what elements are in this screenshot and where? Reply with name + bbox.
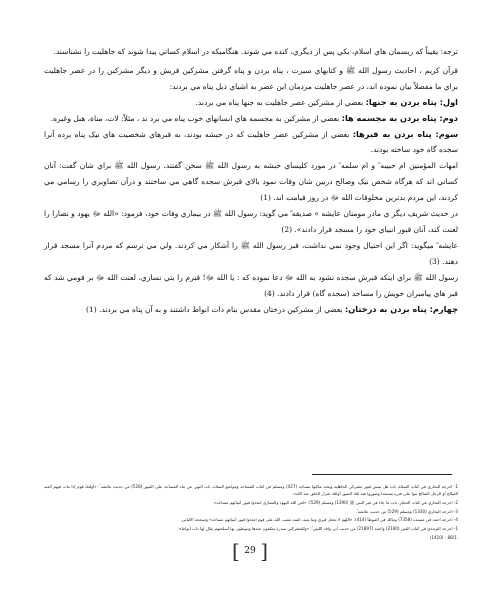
paragraph <box>44 44 458 60</box>
paragraph <box>44 111 458 127</box>
page-number <box>232 540 268 562</box>
page-number-bracket-right: ] <box>260 539 268 563</box>
section-heading: چهارم: پناه بردن به درختان: <box>345 303 458 314</box>
footnote: 1- اخرجه البخاري في كتاب الصلاة، باب هل تنبش قبور مشركي الجاهلية ويتخذ مكانها مساجد (427) ومسلم في كتاب المساجد ومواضع الصلاة، باب النهي عن بناء المساجد على القبور (528) من حديث عائشة ؓ: «أولئك قوم إذا مات فيهم العبد الصالح أو الرجل الصالح بنوا على قبره مسجدا وصوروا فيه تلك الصور أولئك شرار الخلق عند الله». <box>44 484 458 497</box>
body-text <box>44 44 458 317</box>
footnote: .88/1 - (1410) <box>429 534 458 540</box>
paragraph-text: بعضي از مشرکين به مجسمه هاي انسانهاي خوب پناه مي برد ند ، مثلاً: لات، مناة، هبل وغيره. <box>50 113 342 123</box>
footnote: 4- اخرجه احمد في مسنده (7358) ومالك في الموطأ (414): «اللهم لا تجعل قبري وثنا يعبد، اشتد غضب الله على قوم اتخذوا قبور أنبيائهم مساجد» وصححه الالباني. <box>180 517 458 523</box>
footnote: 1- اخرجه الترمذي في كتاب الفتن (2180) واحمد (21897) من حديث أبي واقد الليثي ؓ: «وللمشركين سدرة يعكفون عندها وينوطون بها أسلحتهم يقال لها ذات أنواط». <box>177 526 458 532</box>
footnote-divider <box>312 474 452 475</box>
paragraph-text: قرآن کريم ، احاديث رسول الله ﷺ و کتابهاي سيرت ، پناه بردن و پناه گرفتن مشرکين قريش و ديگر مشرکين را در عصر جاهليت براي ما مفصلاً بيان نموده اند، در عصر جاهليت مردمان اين عصر به اشياي ذيل پناه مي بردند: <box>44 65 458 91</box>
page-number-bracket-left: [ <box>232 539 240 563</box>
section-heading: اول: پناه بردن به جنها: <box>365 96 458 107</box>
paragraph <box>44 302 458 318</box>
paragraph <box>44 238 458 270</box>
footnotes <box>44 483 458 542</box>
section-heading: دوم: پناه بردن به مجسمه ها: <box>341 112 458 123</box>
paragraph-text: در حديث شريف ديگر ي مادر مومنان عايشه » صديقه ؓ مي گويد: رسول الله ﷺ در بيماري وفات خود، فرمود: «الله ﷻ يهود و نصارا را لعنت کند، آنان قبور انبياي خود را مسجد قرار دادند». (2) <box>44 209 458 234</box>
paragraph-text: ترجه: يقيناً که ريسمان هاي اسلام، يکي پس از ديگري، کنده مي شوند. هنگاميکه در اسلام کساني پيدا شوند که جاهليت را نشناسند. <box>53 47 458 56</box>
page-number-value: 29 <box>244 546 256 556</box>
footnote: 3- اخرجه البخاري (1330) ومسلم (529) من حديث عائشة ؓ. <box>355 508 458 514</box>
paragraph-text: رسول الله ﷺ براي اينکه قبرش سجده نشود به الله ﷻ دعا نموده که : يا الله ﷻ! قبرم را بتي نسازي، لعنت الله ﷻ بر قومي شد که قبر هاي پيامبران خويش را مساجد (سجده گاه) قرار دادند. (4) <box>44 272 458 298</box>
paragraph <box>44 95 458 111</box>
paragraph <box>44 127 458 159</box>
paragraph <box>44 270 458 302</box>
paragraph-text: امهات المؤمنين ام حبيبه ؓ و ام سلمه ؓ در مورد کليساي حبشه به رسول الله ﷺ سخن گفتند، رسول الله ﷺ براي شان گفت: آنان کساني اند که هرگاه شخص نيک وصالح دربين شان وفات نمود بالاي قبرش سجده گاهي مي ساختند و درآن تصاويري را رسامي مي کردند، اين مردم بدترين مخلوقات الله ﷻ در روز قيامت اند. (1) <box>44 161 458 203</box>
paragraph-text: بعضي از مشرکين عصر جاهليت به جنها پناه مي بردند. <box>195 97 366 107</box>
paragraph <box>44 63 458 95</box>
paragraph <box>44 158 458 206</box>
section-heading: سوم: پناه بردن به قبرها: <box>352 128 458 139</box>
footnote: 2- اخرجه البخاري في كتاب الجنائز، باب ما جاء في قبر النبي ﷺ (1390) ومسلم (529): «لعن الله اليهود والنصارى اتخذوا قبور أنبيائهم مساجد». <box>212 499 458 505</box>
paragraph <box>44 206 458 238</box>
paragraph-text: بعضي از مشرکين درختان مقدس بنام ذات انواط داشتند و به آن پناه مي بردند. (1) <box>85 304 345 314</box>
paragraph-text: عايشه ؓ ميگويد: اگر اين احتيال وجود نمي نداشت، قبر رسول الله ﷺ را آشکار مي کردند. ولي مي ترسم که مردم آنرا مسجد قرار دهند. (3) <box>44 240 458 266</box>
paragraph-text: بعضي از مشرکين عصر جاهليت که در حبشه بودند، به قبرهاي شخصيت هاي نيک پناه برده آنرا سجده گاه خود ساخته بودند. <box>44 129 458 155</box>
